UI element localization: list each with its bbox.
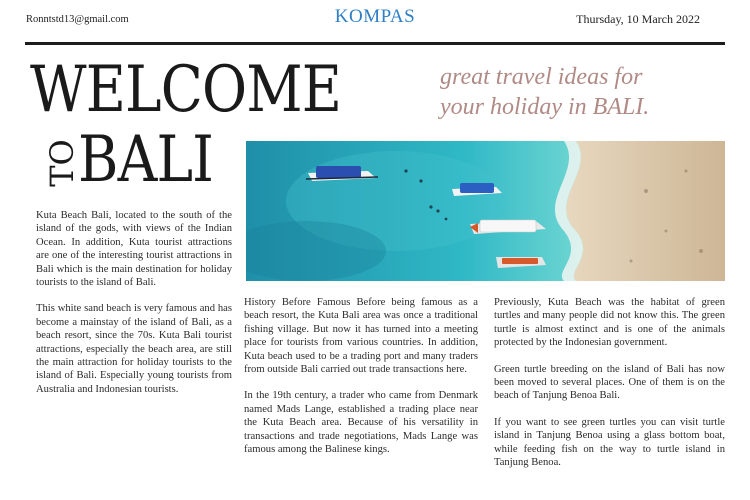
issue-date: Thursday, 10 March 2022 (576, 12, 700, 26)
paragraph: In the 19th century, a trader who came from Denmark named Mads Lange, established a trading place near the Kuta Beach area. Because of his versatility in transactions and trade negotiations, Mads Lange was famous among the Balinese kings. (244, 390, 478, 456)
tagline-line-1: great travel ideas for (440, 64, 643, 90)
article-column-2 (244, 296, 478, 469)
tagline-line-2: your holiday in BALI. (440, 94, 650, 120)
beach-photo-illustration (246, 141, 725, 281)
boat-3 (470, 220, 546, 234)
tagline (440, 62, 730, 122)
paragraph: This white sand beach is very famous and has become a mainstay of the island of Bali, as a beach resort, since the 70s. Kuta Bali tourist attractions, especially the beach area, are still the main attraction for holiday tourists to the island of Bali. Especially young tourists from Australia and Indonesian tourists. (36, 303, 232, 395)
paragraph: History Before Famous Before being famous as a beach resort, the Kuta Bali area was once a traditional fishing village. But now it has turned into a meeting place for tourists from various countries. In addition, Kuta beach used to be a trading port and many traders from outside Bali carried out trade transactions here. (244, 297, 478, 376)
article-column-3 (494, 296, 725, 482)
email-address: Ronntstd13@gmail.com (26, 14, 129, 25)
masthead-rule (25, 42, 725, 45)
brand-logo: KOMPAS (334, 6, 416, 27)
paragraph: Kuta Beach Bali, located to the south of the island of the gods, with views of the Indian Ocean. In addition, Kuta tourist attractions are one of the interesting tourist attractions in Bali which is the main destination for holiday tourists to the island of Bali. (36, 210, 232, 289)
article-column-1 (36, 209, 232, 409)
beach-photo (246, 141, 725, 281)
headline-bali: BALI (78, 123, 214, 197)
headline-welcome: WELCOME (30, 53, 342, 127)
masthead (0, 0, 750, 44)
paragraph: If you want to see green turtles you can visit turtle island in Tanjung Benoa using a glass bottom boat, while feeding fish on the way to turtle island in Tanjung Benoa. (494, 416, 725, 469)
paragraph: Previously, Kuta Beach was the habitat of green turtles and many people did not know this. The green turtle is almost extinct and is one of the animals protected by the Indonesian government. (494, 297, 725, 349)
paragraph: Green turtle breeding on the island of Bali has now been moved to several places. One of them is on the beach of Tanjung Benoa Bali. (494, 363, 725, 402)
headline-to-text: TO (43, 139, 81, 187)
